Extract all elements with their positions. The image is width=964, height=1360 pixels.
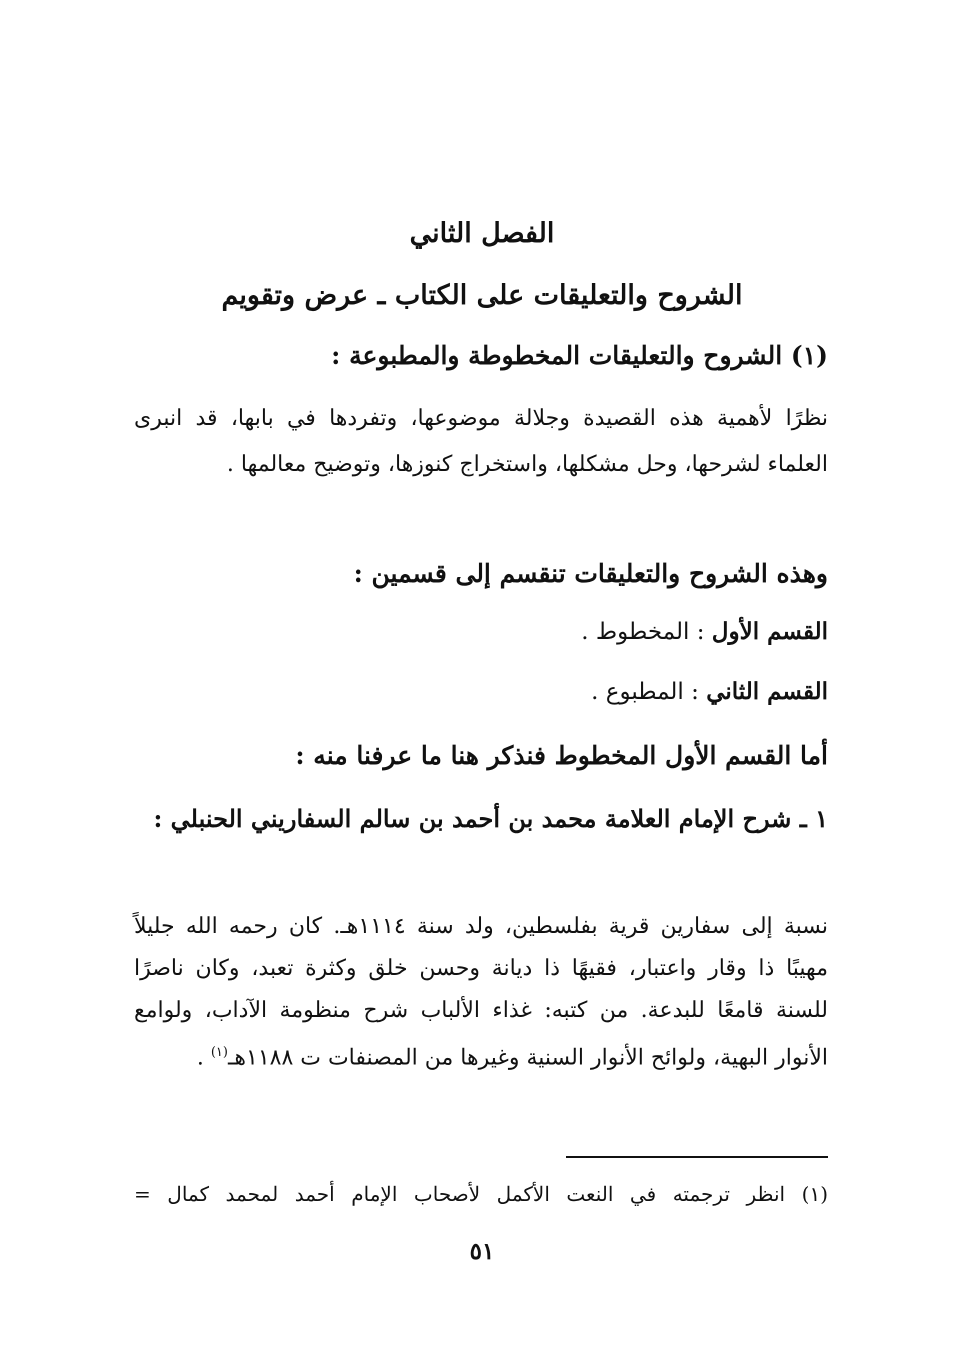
manuscripts-heading: أما القسم الأول المخطوط فنذكر هنا ما عرفنا منه : <box>295 741 828 770</box>
footnote-reference: (١) <box>210 1045 228 1060</box>
division-first-value: : المخطوط . <box>581 619 705 645</box>
manuscript-item-end: . <box>196 1045 211 1071</box>
intro-paragraph: نظرًا لأهمية هذه القصيدة وجلالة موضوعها، وتفردها في بابها، قد انبرى العلماء لشرحها، وحل مشكلها، واستخراج كنوزها، وتوضيح معالمها . <box>134 406 828 477</box>
chapter-subtitle: الشروح والتعليقات على الكتاب ـ عرض وتقويم <box>221 280 743 311</box>
division-heading: وهذه الشروح والتعليقات تنقسم إلى قسمين : <box>353 559 828 588</box>
chapter-title: الفصل الثاني <box>409 218 555 249</box>
division-second-value: : المطبوع . <box>591 679 699 705</box>
footnote-divider <box>566 1156 828 1158</box>
footnote: (١) انظر ترجمته في النعت الأكمل لأصحاب الإمام أحمد لمحمد كمال = <box>134 1182 828 1206</box>
division-second-label: القسم الثاني <box>706 678 828 705</box>
manuscript-item-title: ١ ـ شرح الإمام العلامة محمد بن أحمد بن سالم السفاريني الحنبلي : <box>153 804 828 833</box>
manuscript-item-body <box>134 906 828 1079</box>
manuscript-item-text: نسبة إلى سفارين قرية بفلسطين، ولد سنة ١١١٤هـ. كان رحمه الله جليلاً مهيبًا ذا وقار واعتبار، فقيهًا ذا ديانة وحسن خلق وكثرة تعبد، وكان ناصرًا للسنة قامعًا للبدعة. من كتبه: غذاء الألباب شرح منظومة الآداب، ولوامع الأنوار البهية، ولوائح الأنوار السنية وغيرها من المصنفات ت ١١٨٨هـ <box>134 914 828 1071</box>
section-heading: (١) الشروح والتعليقات المخطوطة والمطبوعة : <box>331 341 828 370</box>
division-second-part <box>134 672 828 712</box>
division-first-label: القسم الأول <box>711 618 828 645</box>
page-number: ٥١ <box>469 1238 495 1265</box>
division-first-part <box>134 612 828 652</box>
